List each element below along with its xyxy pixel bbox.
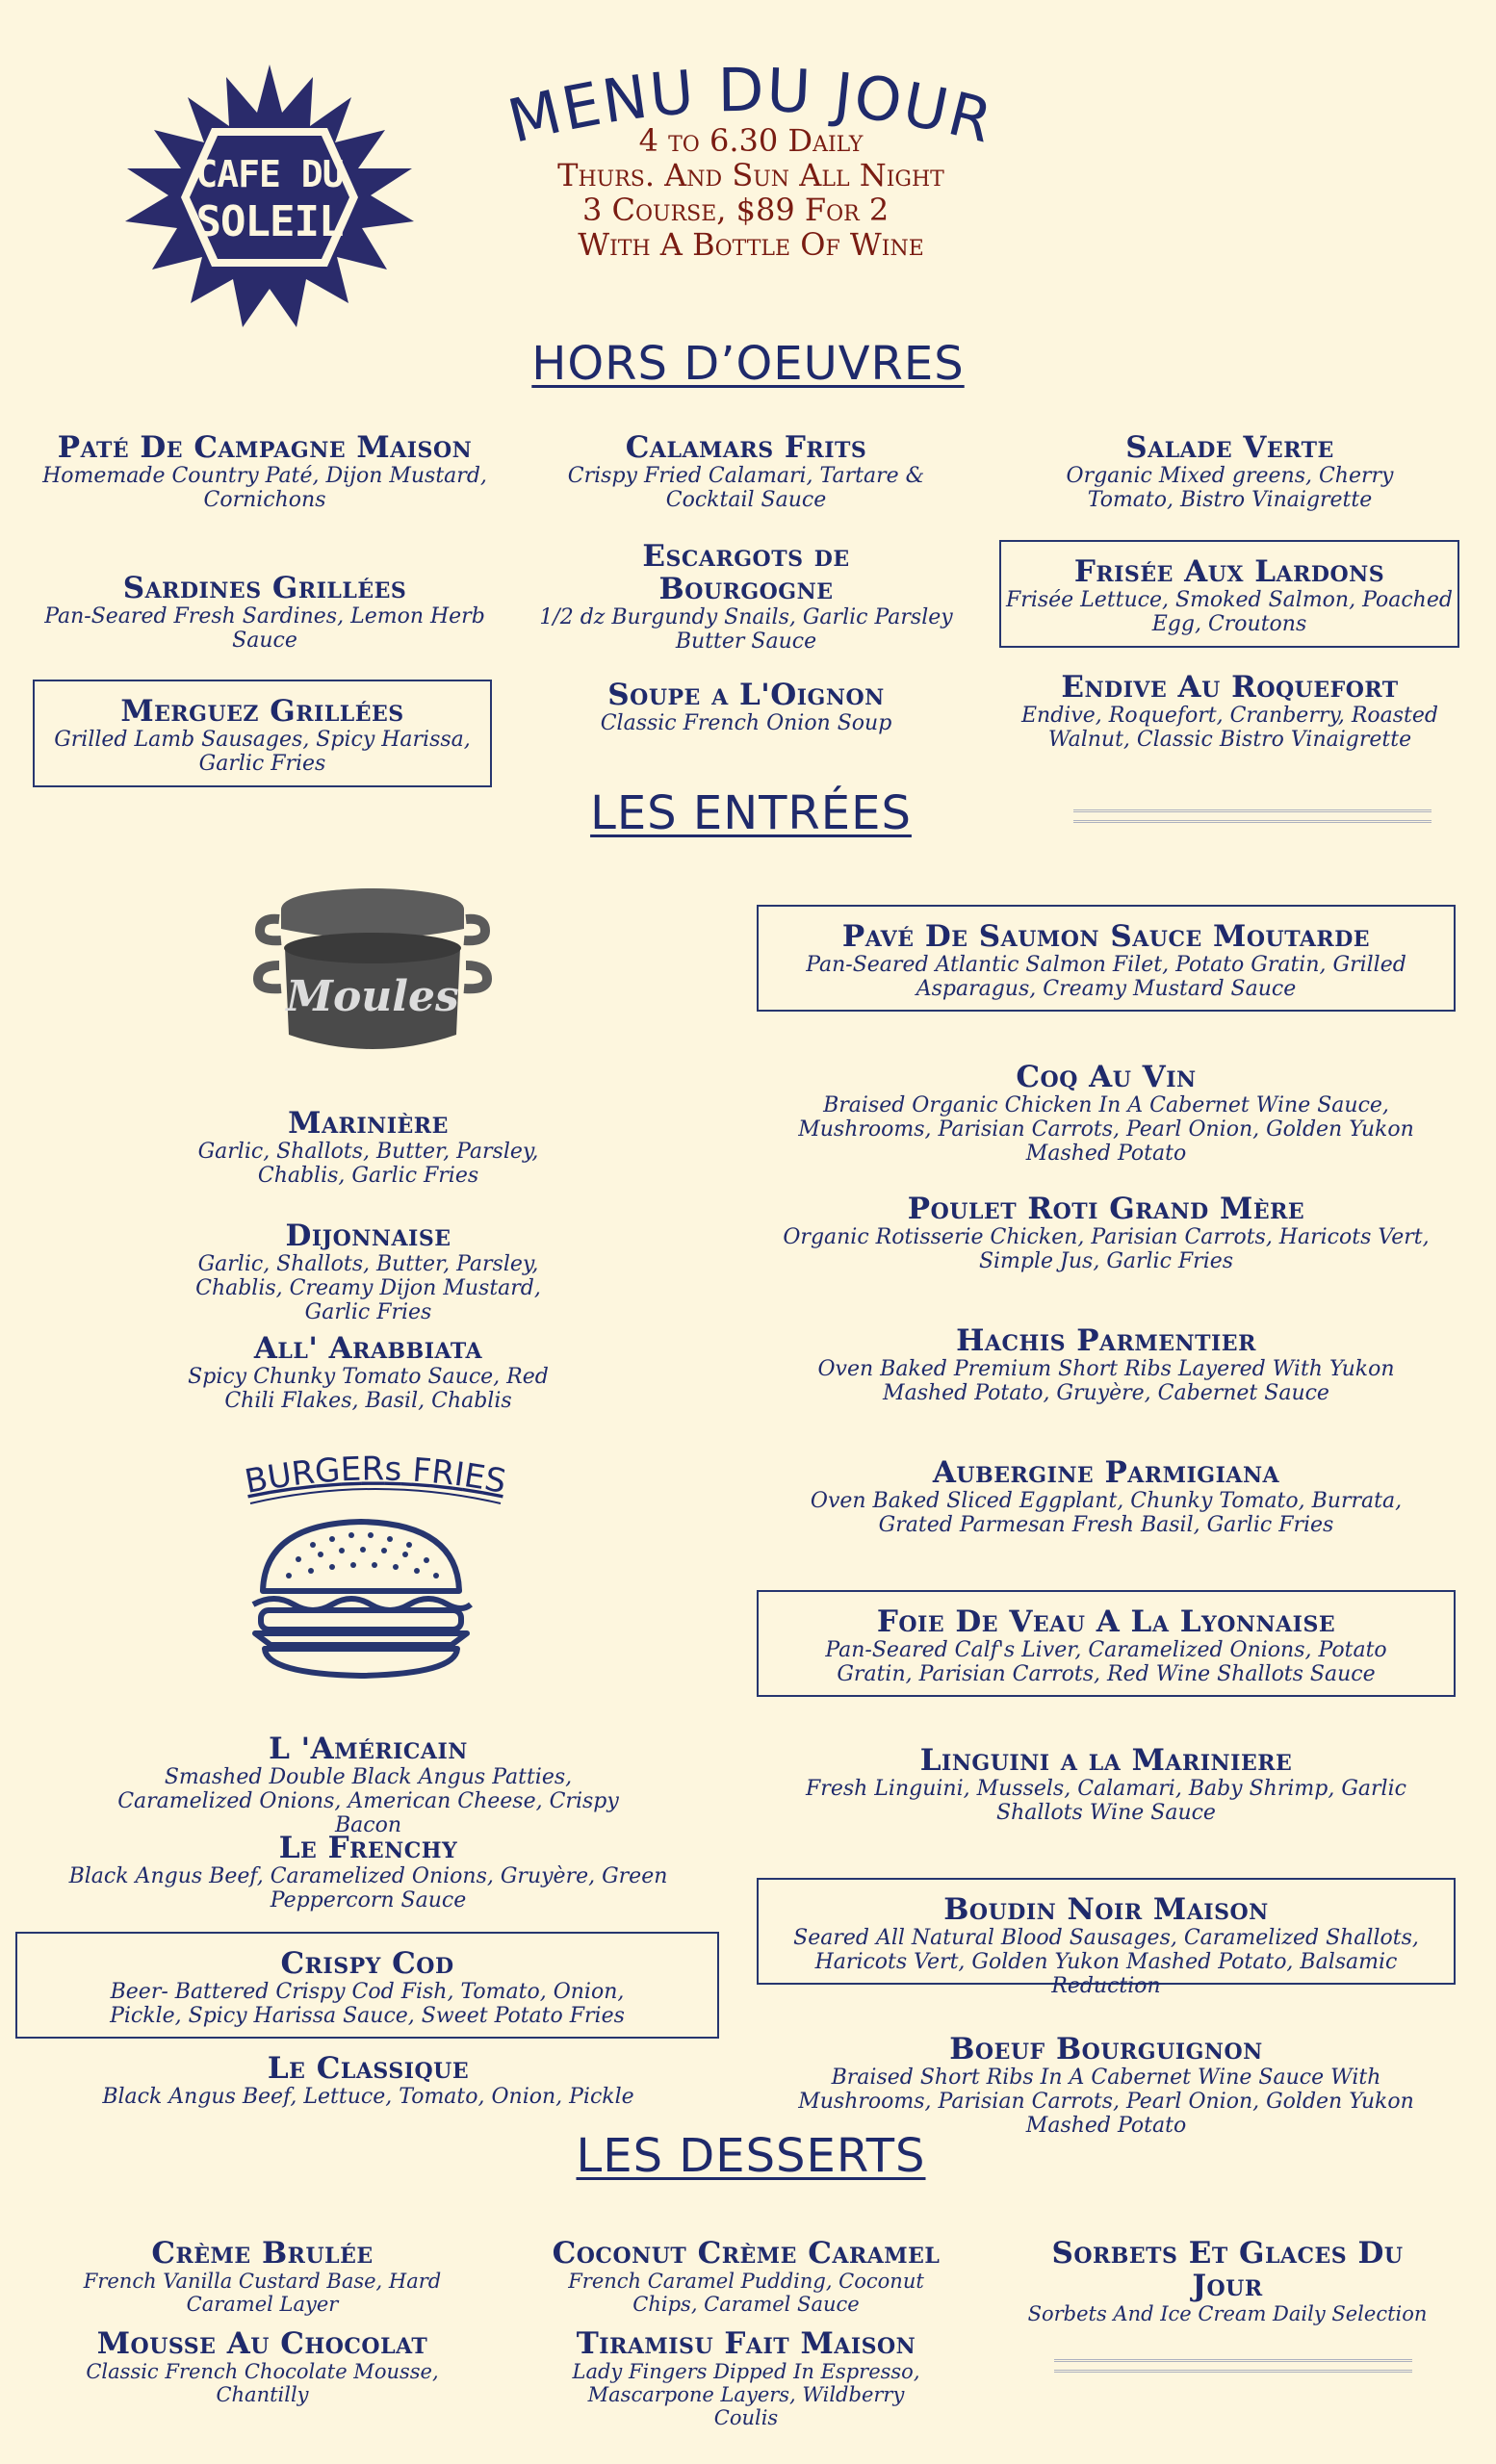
item-name: Escargots de Bourgogne: [642, 539, 850, 606]
item-desc: Spicy Chunky Tomato Sauce, Red Chili Flakes, Basil, Chablis: [188, 1365, 549, 1413]
item-desc: Black Angus Beef, Caramelized Onions, Gruyère, Green Peppercorn Sauce: [68, 1864, 668, 1912]
item-name: Marinière: [288, 1106, 449, 1141]
menu-item: [39, 2237, 486, 2316]
item-desc: Oven Baked Premium Short Ribs Layered With Yukon Mashed Potato, Gruyère, Cabernet Sauce: [817, 1357, 1395, 1405]
menu-item: [520, 2327, 972, 2429]
menu-item: [149, 1107, 587, 1188]
item-name: Coconut Crème Caramel: [552, 2236, 941, 2271]
menu-item: [525, 540, 967, 654]
item-name: Soupe a L'Oignon: [607, 678, 885, 712]
menu-item: [39, 2052, 698, 2109]
section-title-entrees: LES ENTRÉES: [590, 786, 912, 840]
item-name: Sorbets Et Glaces Du Jour: [1051, 2236, 1404, 2303]
item-desc: Pan-Seared Atlantic Salmon Filet, Potato Gratin, Grilled Asparagus, Creamy Mustard Sauce: [806, 953, 1406, 1001]
moules-label: Moules: [286, 972, 459, 1021]
item-desc: Endive, Roquefort, Cranberry, Roasted Walnut, Classic Bistro Vinaigrette: [1020, 704, 1439, 752]
item-name: Dijonnaise: [285, 1219, 451, 1253]
menu-item: [757, 2033, 1456, 2138]
moules-pot-icon: [252, 871, 493, 1064]
logo-text-line1: CAFE DU: [195, 153, 344, 195]
item-name: L 'Américain: [269, 1732, 468, 1766]
item-name: Pavé De Saumon Sauce Moutarde: [841, 919, 1371, 954]
item-name: Tiramisu Fait Maison: [576, 2326, 916, 2361]
item-desc: Pan-Seared Calf's Liver, Caramelized Onions, Potato Gratin, Parisian Carrots, Red Wine Shallots Sauce: [825, 1638, 1387, 1686]
item-desc: Smashed Double Black Angus Patties, Caramelized Onions, American Cheese, Crispy Bacon: [117, 1765, 619, 1837]
menu-item: [520, 2237, 972, 2316]
item-desc: Seared All Natural Blood Sausages, Caramelized Shallots, Haricots Vert, Golden Yukon Mashed Potato, Balsamic Reduction: [793, 1926, 1419, 1998]
item-name: Aubergine Parmigiana: [932, 1455, 1280, 1490]
item-name: Linguini a la Mariniere: [919, 1743, 1293, 1778]
menu-item: [149, 1219, 587, 1324]
logo-text-line2: SOLEIL: [195, 197, 344, 246]
menu-item: [149, 1332, 587, 1413]
section-title-hors: HORS D’OEUVRES: [531, 337, 965, 391]
header-line-price: 3 Course, $89 For 2: [582, 192, 890, 228]
item-desc: Sorbets And Ice Cream Daily Selection: [1027, 2302, 1428, 2325]
menu-item-featured: [757, 1590, 1456, 1697]
menu-item: [757, 1061, 1456, 1166]
item-desc: Classic French Chocolate Mousse, Chantilly: [86, 2360, 439, 2406]
header-line-days: Thurs. And Sun All Night: [557, 157, 944, 193]
item-desc: Black Angus Beef, Lettuce, Tomato, Onion, Pickle: [102, 2085, 634, 2109]
menu-item-featured: [33, 680, 492, 787]
menu-item: [39, 2327, 486, 2406]
menu-item-featured: [757, 905, 1456, 1012]
item-desc: Organic Rotisserie Chicken, Parisian Carrots, Haricots Vert, Simple Jus, Garlic Fries: [783, 1225, 1430, 1273]
item-desc: Homemade Country Paté, Dijon Mustard, Cornichons: [42, 464, 487, 512]
menu-item: [525, 679, 967, 735]
section-title-desserts: LES DESSERTS: [576, 2129, 926, 2183]
item-desc: Lady Fingers Dipped In Espresso, Mascarpone Layers, Wildberry Coulis: [572, 2360, 920, 2429]
item-name: Boeuf Bourguignon: [949, 2032, 1263, 2066]
divider: [1054, 2359, 1412, 2373]
item-name: Coq Au Vin: [1016, 1060, 1197, 1094]
menu-item: [1001, 671, 1458, 752]
menu-item: [39, 431, 491, 512]
menu-item: [757, 1744, 1456, 1825]
item-desc: Frisée Lettuce, Smoked Salmon, Poached Egg, Croutons: [1006, 588, 1453, 636]
item-desc: Organic Mixed greens, Cherry Tomato, Bistro Vinaigrette: [1066, 464, 1394, 512]
item-name: Boudin Noir Maison: [943, 1892, 1269, 1927]
item-name: Endive Au Roquefort: [1061, 670, 1399, 705]
item-name: Mousse Au Chocolat: [96, 2326, 428, 2361]
menu-item-featured: [999, 540, 1459, 648]
item-desc: Grilled Lamb Sausages, Spicy Harissa, Garlic Fries: [54, 728, 471, 776]
item-name: Le Frenchy: [278, 1831, 458, 1865]
burger-icon: [236, 1516, 486, 1680]
menu-item: [757, 1193, 1456, 1273]
item-desc: Crispy Fried Calamari, Tartare & Cocktail Sauce: [567, 464, 925, 512]
item-name: Paté De Campagne Maison: [57, 430, 473, 465]
menu-item: [525, 431, 967, 512]
item-name: Crème Brulée: [151, 2236, 374, 2271]
item-name: Salade Verte: [1125, 430, 1334, 465]
menu-title-text: MENU DU JOUR: [501, 54, 1001, 157]
menu-item-featured: [15, 1932, 719, 2039]
item-desc: French Caramel Pudding, Coconut Chips, Caramel Sauce: [568, 2270, 924, 2316]
divider: [1073, 809, 1432, 823]
item-name: Foie De Veau A La Lyonnaise: [876, 1604, 1336, 1639]
menu-item-featured: [757, 1878, 1456, 1998]
item-name: Hachis Parmentier: [956, 1323, 1256, 1358]
item-name: Crispy Cod: [280, 1946, 454, 1981]
item-desc: Garlic, Shallots, Butter, Parsley, Chablis, Garlic Fries: [197, 1140, 539, 1188]
item-desc: Garlic, Shallots, Butter, Parsley, Chablis, Creamy Dijon Mustard, Garlic Fries: [195, 1252, 541, 1324]
item-name: All' Arabbiata: [253, 1331, 483, 1366]
item-desc: 1/2 dz Burgundy Snails, Garlic Parsley Butter Sauce: [539, 605, 953, 654]
cafe-logo: [106, 63, 433, 332]
menu-item: [39, 1732, 698, 1837]
item-name: Merguez Grillées: [120, 694, 404, 729]
menu-item: [39, 572, 491, 653]
burgers-title: [221, 1444, 529, 1511]
item-desc: Oven Baked Sliced Eggplant, Chunky Tomato, Burrata, Grated Parmesan Fresh Basil, Garlic Fries: [810, 1489, 1403, 1537]
item-desc: Braised Organic Chicken In A Cabernet Wine Sauce, Mushrooms, Parisian Carrots, Pearl Onion, Golden Yukon Mashed Potato: [798, 1093, 1414, 1166]
item-name: Frisée Aux Lardons: [1073, 554, 1385, 589]
item-name: Calamars Frits: [625, 430, 867, 465]
item-desc: Braised Short Ribs In A Cabernet Wine Sauce With Mushrooms, Parisian Carrots, Pearl Onion, Golden Yukon Mashed Potato: [798, 2066, 1414, 2138]
header-info: [481, 123, 1020, 262]
item-desc: Fresh Linguini, Mussels, Calamari, Baby Shrimp, Garlic Shallots Wine Sauce: [806, 1777, 1406, 1825]
menu-item: [757, 1324, 1456, 1405]
header-line-wine: With A Bottle Of Wine: [578, 226, 924, 263]
item-name: Sardines Grillées: [122, 571, 407, 605]
menu-item: [1001, 2237, 1454, 2325]
header-line-hours: 4 to 6.30 Daily: [638, 122, 864, 159]
item-desc: Pan-Seared Fresh Sardines, Lemon Herb Sauce: [44, 604, 485, 653]
menu-item: [1001, 431, 1458, 512]
burgers-title-text: BURGERs FRIES: [242, 1450, 509, 1502]
item-name: Le Classique: [267, 2051, 470, 2086]
item-name: Poulet Roti Grand Mère: [907, 1192, 1305, 1226]
menu-item: [24, 1832, 712, 1912]
item-desc: French Vanilla Custard Base, Hard Caramel Layer: [83, 2270, 442, 2316]
item-desc: Classic French Onion Soup: [600, 711, 892, 735]
menu-item: [757, 1456, 1456, 1537]
item-desc: Beer- Battered Crispy Cod Fish, Tomato, Onion, Pickle, Spicy Harissa Sauce, Sweet Potato Fries: [110, 1980, 625, 2028]
